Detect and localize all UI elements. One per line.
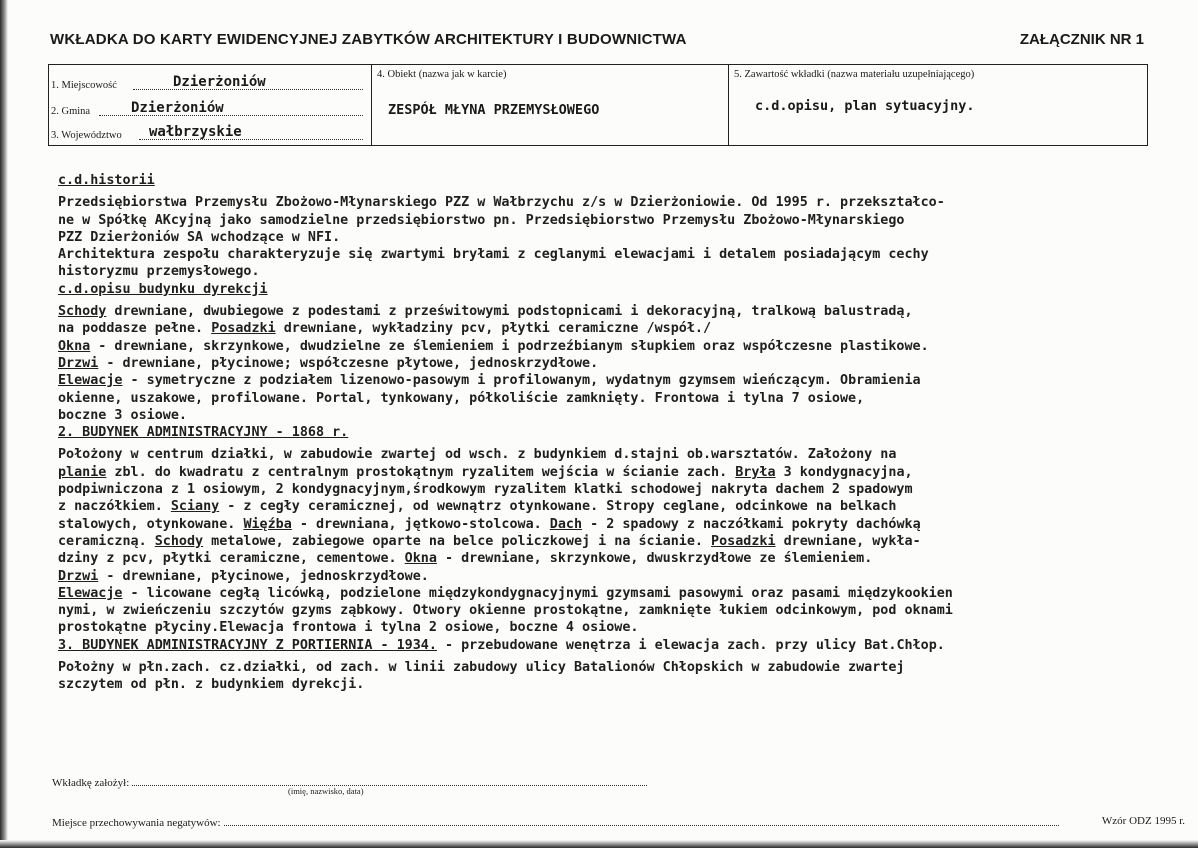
text-line: boczne 3 osiowe.	[58, 407, 187, 423]
text-line: podpiwniczona z 1 osiowym, 2 kondygnacyjnym,środkowym ryzalitem klatki schodowej nakryta dachem 2 spadowym	[58, 482, 913, 498]
text-line: nymi, w zwieńczeniu szczytów gzyms ząbkowy. Otwory okienne prostokątne, zamknięte łukiem odcinkowym, pod oknami	[58, 603, 953, 619]
text-line: Elewacje - licowane cegłą licówką, podzielone międzykondygnacyjnymi gzymsami pasowymi oraz pasami międzykookien	[58, 585, 953, 601]
section-heading: c.d.historii	[58, 173, 155, 188]
text-line: na poddasze pełne. Posadzki drewniane, wykładziny pcv, płytki ceramiczne /współ./	[58, 321, 712, 337]
text-line: Przedsiębiorstwa Przemysłu Zbożowo-Młynarskiego PZZ w Wałbrzychu z/s w Dzierżoniowie. Od 1995 r. przekształco-	[58, 195, 945, 211]
scan-edge-bottom	[0, 840, 1198, 848]
typed-content	[58, 172, 1194, 694]
field-label: 3. Województwo	[51, 130, 122, 141]
location-column	[49, 65, 372, 145]
text-line: z naczółkiem. Sciany - z cegły ceramicznej, od wewnątrz otynkowane. Stropy ceglane, odcinkowe na belkach	[58, 499, 897, 515]
dotted-line	[132, 776, 647, 786]
text-line: Drzwi - drewniane, płycinowe; współczesne płytowe, jednoskrzydłowe.	[58, 355, 599, 371]
text-line: okienne, uszakowe, profilowane. Portal, tynkowany, półkoliście zamknięty. Frontowa i tylna 7 osiowe,	[58, 390, 865, 406]
attachment-number: ZAŁĄCZNIK NR 1	[1019, 31, 1144, 48]
dotted-line	[224, 816, 1059, 826]
field-label: 5. Zawartość wkładki (nazwa materiału uzupełniającego)	[734, 69, 975, 80]
field-value: Dzierżoniów	[131, 100, 224, 116]
text-line: Położony w centrum działki, w zabudowie zwartej od wsch. z budynkiem d.stajni ob.warsztatów. Założony na	[58, 447, 897, 463]
footer-created-by: Wkładkę założył:	[52, 776, 647, 789]
document-title: WKŁADKA DO KARTY EWIDENCYJNEJ ZABYTKÓW ARCHITEKTURY I BUDOWNICTWA	[50, 31, 687, 48]
field-gmina	[51, 99, 363, 119]
field-wojewodztwo	[51, 123, 363, 143]
form-header-table	[48, 64, 1148, 146]
text-line: Architektura zespołu charakteryzuje się zwartymi bryłami z ceglanymi elewacjami i detalem posiadającym cechy	[58, 247, 929, 263]
text-line: Położny w płn.zach. cz.działki, od zach. w linii zabudowy ulicy Batalionów Chłopskich w zabudowie zwartej	[58, 660, 905, 676]
field-label: 4. Obiekt (nazwa jak w karcie)	[377, 69, 507, 80]
field-label: 1. Miejscowość	[51, 80, 117, 91]
text-line: historyzmu przemysłowego.	[58, 264, 260, 280]
text-line: PZZ Dzierżoniów SA wchodzące w NFI.	[58, 229, 341, 245]
section-heading: c.d.opisu budynku dyrekcji	[58, 281, 268, 297]
text-line: planie zbl. do kwadratu z centralnym prostokątnym ryzalitem wejścia w ścianie zach. Bryła 3 kondygnacyjna,	[58, 464, 913, 480]
field-value: wałbrzyskie	[149, 124, 242, 140]
text-line: Schody drewniane, dwubiegowe z podestami z prześwitowymi podstopnicami i dekoracyjną, tralkową balustradą,	[58, 304, 913, 320]
text-line: prostokątne płyciny.Elewacja frontowa i tylna 2 osiowe, boczne 4 osiowe.	[58, 620, 639, 636]
contents-value: c.d.opisu, plan sytuacyjny.	[755, 98, 975, 114]
footer-created-by-hint: (imię, nazwisko, data)	[288, 786, 364, 796]
text-line: Elewacje - symetryczne z podziałem lizenowo-pasowym i profilowanym, wydatnym gzymsem wieńczącym. Obramienia	[58, 373, 921, 389]
text-line: dziny z pcv, płytki ceramiczne, cementowe. Okna - drewniane, skrzynkowe, dwuskrzydłowe ze ślemieniem.	[58, 551, 873, 567]
text-line: stalowych, otynkowane. Więźba - drewniana, jętkowo-stolcowa. Dach - 2 spadowy z naczółkami pokryty dachówką	[58, 516, 921, 532]
field-miejscowosc	[51, 73, 363, 93]
text-line: ceramiczną. Schody metalowe, zabiegowe oparte na belce policzkowej i na ścianie. Posadzki drewniane, wykła-	[58, 533, 921, 549]
footer-negatives-location: Miejsce przechowywania negatywów:	[52, 816, 1059, 829]
scan-edge-left	[0, 0, 8, 848]
text-line: szczytem od płn. z budynkiem dyrekcji.	[58, 677, 365, 693]
contents-column	[729, 65, 1147, 145]
field-label: 2. Gmina	[51, 106, 91, 117]
section-heading: 2. BUDYNEK ADMINISTRACYJNY - 1868 r.	[58, 425, 349, 441]
field-value: Dzierżoniów	[173, 74, 266, 90]
text-line: Okna - drewniane, skrzynkowe, dwudzielne ze ślemieniem i podrzeźbianym słupkiem oraz współczesne plastikowe.	[58, 338, 929, 354]
section-heading: 3. BUDYNEK ADMINISTRACYJNY Z PORTIERNIA - 1934. - przebudowane wenętrza i elewacja zach. przy ulicy Bat.Chłop.	[58, 637, 945, 653]
object-column	[372, 65, 729, 145]
form-template-version: Wzór ODZ 1995 r.	[1101, 815, 1185, 827]
object-name: ZESPÓŁ MŁYNA PRZEMYSŁOWEGO	[388, 102, 600, 118]
text-line: ne w Spółkę AKcyjną jako samodzielne przedsiębiorstwo pn. Przedsiębiorstwo Przemysłu Zbożowo-Młynarskiego	[58, 212, 905, 228]
text-line: Drzwi - drewniane, płycinowe, jednoskrzydłowe.	[58, 568, 429, 584]
